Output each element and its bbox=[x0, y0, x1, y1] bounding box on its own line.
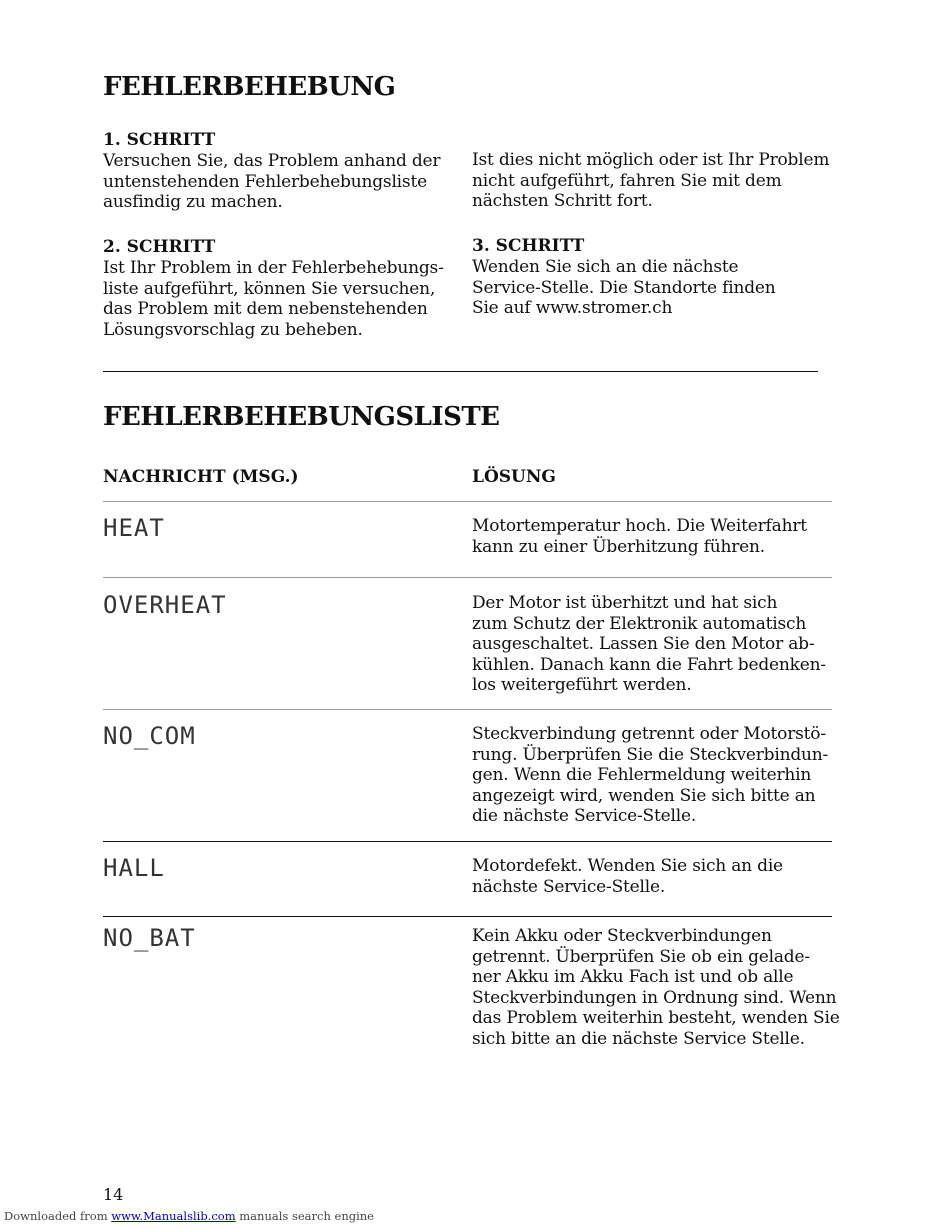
row-divider bbox=[103, 841, 832, 842]
column-header-message: NACHRICHT (MSG.) bbox=[103, 467, 299, 487]
error-solution: Kein Akku oder Steckverbindungen getrennt. Überprüfen Sie ob ein gelade- ner Akku im Akku Fach ist und ob alle Steckverbindungen in Ordnung sind. Wenn das Problem weiterhin besteht, wenden Sie sich bitte an die nächste Service Stelle. bbox=[472, 926, 840, 1049]
footer-credit bbox=[4, 1209, 374, 1223]
step-1-label: 1. SCHRITT bbox=[103, 130, 216, 150]
step-3-label: 3. SCHRITT bbox=[472, 236, 585, 256]
page-number: 14 bbox=[103, 1185, 124, 1204]
error-solution: Der Motor ist überhitzt und hat sich zum Schutz der Elektronik automatisch ausgeschaltet. Lassen Sie den Motor ab- kühlen. Danach kann die Fahrt bedenken- los weitergeführt werden. bbox=[472, 593, 826, 696]
error-message-code: HEAT bbox=[103, 514, 165, 542]
page-title: FEHLERBEHEBUNG bbox=[103, 72, 396, 102]
error-message-code: HALL bbox=[103, 854, 165, 882]
row-divider bbox=[103, 577, 832, 578]
table-header-divider bbox=[103, 501, 832, 502]
error-solution: Motortemperatur hoch. Die Weiterfahrt kann zu einer Überhitzung führen. bbox=[472, 516, 807, 557]
column-header-solution: LÖSUNG bbox=[472, 467, 556, 487]
list-title: FEHLERBEHEBUNGSLISTE bbox=[103, 402, 500, 432]
footer-prefix: Downloaded from bbox=[4, 1209, 112, 1223]
manualslib-link[interactable]: www.Manualslib.com bbox=[111, 1209, 236, 1223]
step-2-label: 2. SCHRITT bbox=[103, 237, 216, 257]
error-solution: Steckverbindung getrennt oder Motorstö- rung. Überprüfen Sie die Steckverbindun- gen. Wenn die Fehlermeldung weiterhin angezeigt wird, wenden Sie sich bitte an die nächste Service-Stelle. bbox=[472, 724, 829, 827]
step-1-text: Versuchen Sie, das Problem anhand der untenstehenden Fehlerbehebungsliste ausfindig zu machen. bbox=[103, 151, 441, 213]
error-solution: Motordefekt. Wenden Sie sich an die nächste Service-Stelle. bbox=[472, 856, 783, 897]
error-message-code: NO_COM bbox=[103, 722, 196, 750]
error-message-code: OVERHEAT bbox=[103, 591, 227, 619]
step-3-text: Wenden Sie sich an die nächste Service-Stelle. Die Standorte finden Sie auf www.stromer.ch bbox=[472, 257, 776, 319]
step-1-continued-text: Ist dies nicht möglich oder ist Ihr Problem nicht aufgeführt, fahren Sie mit dem nächsten Schritt fort. bbox=[472, 150, 830, 212]
section-divider bbox=[103, 371, 818, 372]
row-divider bbox=[103, 709, 832, 710]
footer-suffix: manuals search engine bbox=[235, 1209, 374, 1223]
error-message-code: NO_BAT bbox=[103, 924, 196, 952]
step-2-text: Ist Ihr Problem in der Fehlerbehebungs- liste aufgeführt, können Sie versuchen, das Problem mit dem nebenstehenden Lösungsvorschlag zu beheben. bbox=[103, 258, 444, 340]
row-divider bbox=[103, 916, 832, 917]
